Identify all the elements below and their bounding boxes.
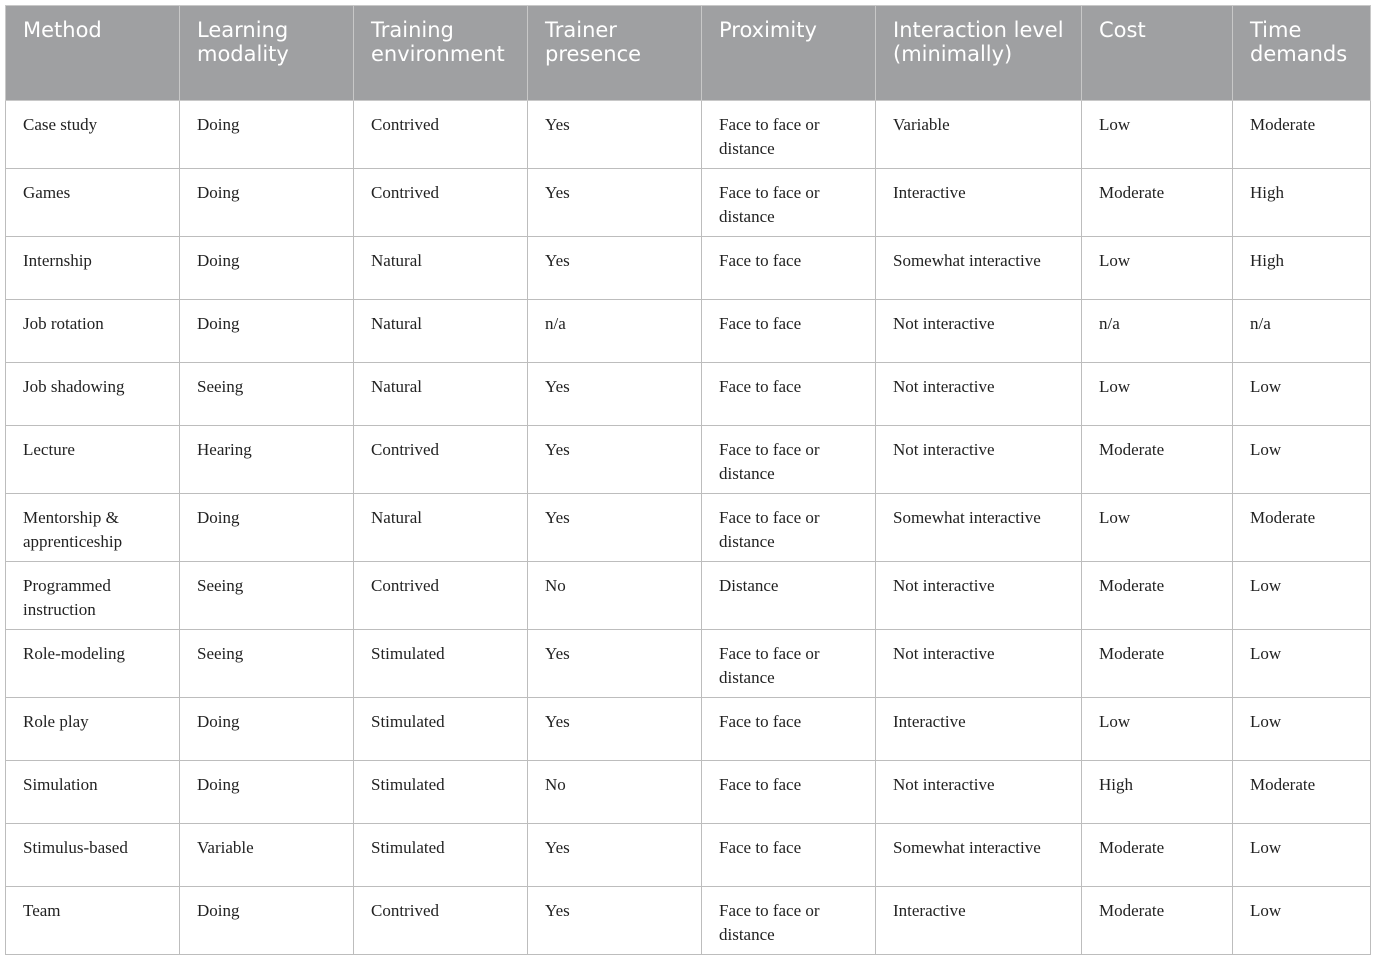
- cell-cost: Low: [1082, 494, 1233, 562]
- cell-proximity: Distance: [702, 562, 876, 630]
- training-methods-table: [5, 5, 1371, 955]
- cell-trainer-presence: Yes: [528, 101, 702, 169]
- cell-time-demands: Low: [1233, 887, 1371, 955]
- cell-trainer-presence: Yes: [528, 363, 702, 426]
- cell-training-environment: Contrived: [354, 169, 528, 237]
- cell-proximity: Face to face or distance: [702, 426, 876, 494]
- column-header-interaction-level: Interaction level (minimally): [876, 6, 1082, 101]
- cell-trainer-presence: n/a: [528, 300, 702, 363]
- cell-training-environment: Stimulated: [354, 698, 528, 761]
- cell-time-demands: High: [1233, 169, 1371, 237]
- cell-method: Lecture: [6, 426, 180, 494]
- cell-interaction-level: Somewhat interactive: [876, 494, 1082, 562]
- table-row: [6, 363, 1371, 426]
- table-header: [6, 6, 1371, 101]
- cell-trainer-presence: No: [528, 761, 702, 824]
- cell-cost: Moderate: [1082, 169, 1233, 237]
- cell-proximity: Face to face or distance: [702, 887, 876, 955]
- cell-training-environment: Contrived: [354, 562, 528, 630]
- cell-training-environment: Contrived: [354, 887, 528, 955]
- cell-learning-modality: Hearing: [180, 426, 354, 494]
- cell-proximity: Face to face: [702, 363, 876, 426]
- cell-training-environment: Natural: [354, 237, 528, 300]
- table-row: [6, 300, 1371, 363]
- header-row: [6, 6, 1371, 101]
- cell-cost: Moderate: [1082, 824, 1233, 887]
- table-row: [6, 562, 1371, 630]
- cell-time-demands: Low: [1233, 698, 1371, 761]
- cell-training-environment: Stimulated: [354, 761, 528, 824]
- cell-interaction-level: Not interactive: [876, 630, 1082, 698]
- cell-trainer-presence: Yes: [528, 494, 702, 562]
- cell-trainer-presence: Yes: [528, 630, 702, 698]
- cell-interaction-level: Not interactive: [876, 562, 1082, 630]
- cell-cost: Low: [1082, 698, 1233, 761]
- cell-proximity: Face to face or distance: [702, 630, 876, 698]
- cell-method: Role-modeling: [6, 630, 180, 698]
- cell-method: Simulation: [6, 761, 180, 824]
- cell-time-demands: Low: [1233, 824, 1371, 887]
- cell-learning-modality: Doing: [180, 494, 354, 562]
- cell-trainer-presence: Yes: [528, 237, 702, 300]
- cell-cost: High: [1082, 761, 1233, 824]
- cell-time-demands: Low: [1233, 562, 1371, 630]
- cell-interaction-level: Not interactive: [876, 761, 1082, 824]
- cell-method: Internship: [6, 237, 180, 300]
- cell-learning-modality: Variable: [180, 824, 354, 887]
- cell-training-environment: Contrived: [354, 101, 528, 169]
- cell-trainer-presence: Yes: [528, 169, 702, 237]
- cell-cost: n/a: [1082, 300, 1233, 363]
- cell-method: Job shadowing: [6, 363, 180, 426]
- cell-method: Job rotation: [6, 300, 180, 363]
- cell-time-demands: Moderate: [1233, 761, 1371, 824]
- cell-proximity: Face to face: [702, 237, 876, 300]
- cell-cost: Low: [1082, 101, 1233, 169]
- cell-training-environment: Natural: [354, 363, 528, 426]
- cell-cost: Moderate: [1082, 562, 1233, 630]
- table-row: [6, 101, 1371, 169]
- cell-learning-modality: Seeing: [180, 562, 354, 630]
- column-header-cost: Cost: [1082, 6, 1233, 101]
- cell-training-environment: Contrived: [354, 426, 528, 494]
- cell-trainer-presence: No: [528, 562, 702, 630]
- cell-training-environment: Stimulated: [354, 630, 528, 698]
- column-header-time-demands: Time demands: [1233, 6, 1371, 101]
- cell-trainer-presence: Yes: [528, 698, 702, 761]
- column-header-trainer-presence: Trainer presence: [528, 6, 702, 101]
- table-row: [6, 169, 1371, 237]
- cell-cost: Moderate: [1082, 426, 1233, 494]
- cell-learning-modality: Doing: [180, 887, 354, 955]
- cell-learning-modality: Doing: [180, 237, 354, 300]
- cell-training-environment: Natural: [354, 494, 528, 562]
- cell-time-demands: Moderate: [1233, 101, 1371, 169]
- cell-learning-modality: Seeing: [180, 363, 354, 426]
- cell-cost: Low: [1082, 363, 1233, 426]
- cell-time-demands: Low: [1233, 426, 1371, 494]
- cell-interaction-level: Variable: [876, 101, 1082, 169]
- cell-interaction-level: Somewhat interactive: [876, 824, 1082, 887]
- table-row: [6, 698, 1371, 761]
- cell-time-demands: Low: [1233, 630, 1371, 698]
- cell-interaction-level: Interactive: [876, 698, 1082, 761]
- table-body: [6, 101, 1371, 955]
- cell-trainer-presence: Yes: [528, 824, 702, 887]
- cell-cost: Moderate: [1082, 630, 1233, 698]
- cell-time-demands: High: [1233, 237, 1371, 300]
- cell-training-environment: Natural: [354, 300, 528, 363]
- cell-interaction-level: Interactive: [876, 169, 1082, 237]
- cell-cost: Moderate: [1082, 887, 1233, 955]
- column-header-proximity: Proximity: [702, 6, 876, 101]
- cell-method: Stimulus-based: [6, 824, 180, 887]
- cell-proximity: Face to face: [702, 761, 876, 824]
- cell-learning-modality: Doing: [180, 300, 354, 363]
- cell-method: Case study: [6, 101, 180, 169]
- cell-proximity: Face to face or distance: [702, 169, 876, 237]
- cell-interaction-level: Not interactive: [876, 426, 1082, 494]
- cell-trainer-presence: Yes: [528, 887, 702, 955]
- cell-method: Team: [6, 887, 180, 955]
- column-header-training-environment: Training environment: [354, 6, 528, 101]
- cell-interaction-level: Not interactive: [876, 363, 1082, 426]
- column-header-learning-modality: Learning modality: [180, 6, 354, 101]
- cell-proximity: Face to face or distance: [702, 101, 876, 169]
- cell-time-demands: Low: [1233, 363, 1371, 426]
- table-row: [6, 426, 1371, 494]
- table-row: [6, 824, 1371, 887]
- cell-proximity: Face to face: [702, 824, 876, 887]
- cell-interaction-level: Interactive: [876, 887, 1082, 955]
- table-row: [6, 887, 1371, 955]
- table-row: [6, 237, 1371, 300]
- cell-proximity: Face to face: [702, 698, 876, 761]
- cell-learning-modality: Doing: [180, 761, 354, 824]
- cell-cost: Low: [1082, 237, 1233, 300]
- cell-time-demands: Moderate: [1233, 494, 1371, 562]
- table-row: [6, 761, 1371, 824]
- cell-method: Mentorship & apprenticeship: [6, 494, 180, 562]
- cell-proximity: Face to face or distance: [702, 494, 876, 562]
- cell-proximity: Face to face: [702, 300, 876, 363]
- cell-learning-modality: Seeing: [180, 630, 354, 698]
- cell-method: Role play: [6, 698, 180, 761]
- cell-training-environment: Stimulated: [354, 824, 528, 887]
- cell-method: Games: [6, 169, 180, 237]
- cell-trainer-presence: Yes: [528, 426, 702, 494]
- column-header-method: Method: [6, 6, 180, 101]
- table-row: [6, 494, 1371, 562]
- cell-interaction-level: Somewhat interactive: [876, 237, 1082, 300]
- cell-method: Programmed instruction: [6, 562, 180, 630]
- cell-time-demands: n/a: [1233, 300, 1371, 363]
- cell-interaction-level: Not interactive: [876, 300, 1082, 363]
- cell-learning-modality: Doing: [180, 169, 354, 237]
- table-row: [6, 630, 1371, 698]
- cell-learning-modality: Doing: [180, 101, 354, 169]
- cell-learning-modality: Doing: [180, 698, 354, 761]
